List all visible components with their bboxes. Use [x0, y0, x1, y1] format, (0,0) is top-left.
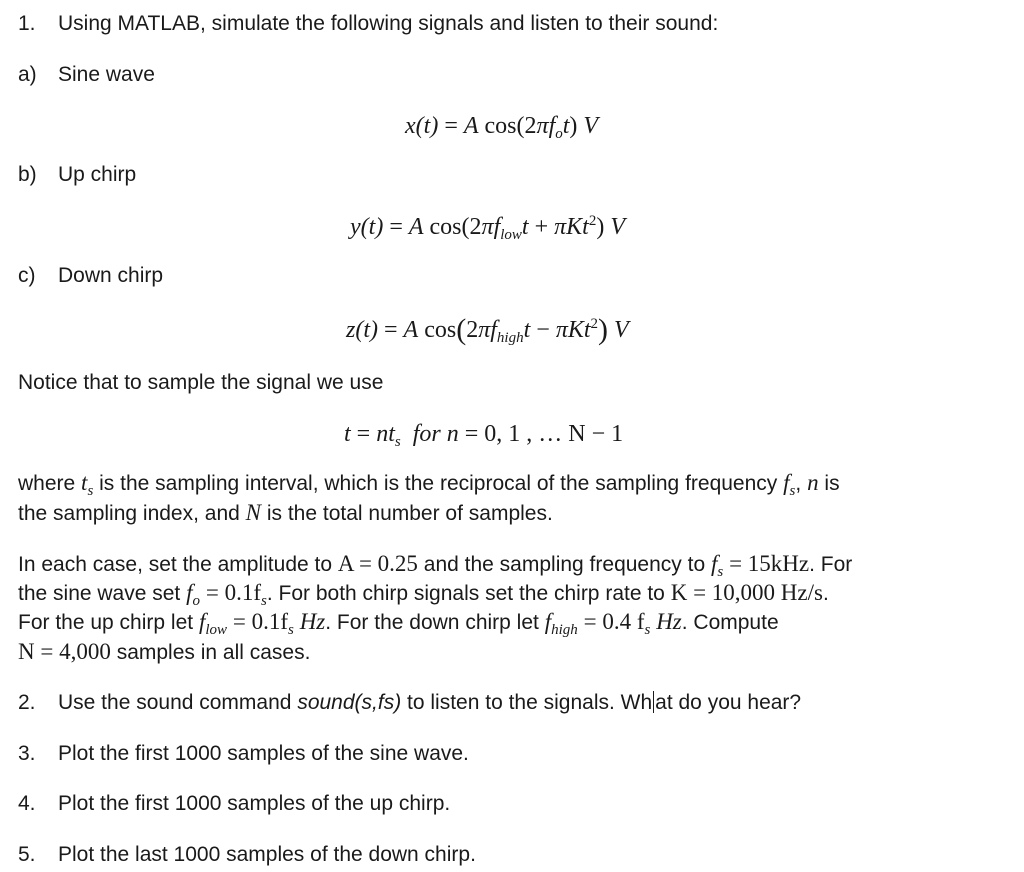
q2-number: 2.	[18, 691, 36, 714]
equation-sine: x(t) = A $\cos(2\pi f_ot)$ V	[405, 113, 599, 142]
item-c-text: Down chirp	[58, 264, 164, 287]
where-line-2: the sampling index, and N is the total number of samples.	[18, 500, 553, 525]
q5-number: 5.	[18, 843, 36, 866]
equation-sampling: $t = nt_s$ for n = 0, 1 , … N − 1	[344, 421, 624, 450]
where-line-1: where $t_s$ is the sampling interval, which is the reciprocal of the sampling frequency $f_s$, n is	[18, 470, 840, 499]
item-c-label: c)	[18, 264, 36, 287]
params-line-2: the sine wave set $f_o = 0.1f_s$. For both chirp signals set the chirp rate to K = 10,000 Hz/s.	[18, 580, 829, 609]
item-a-text: Sine wave	[58, 63, 155, 86]
params-line-3: For the up chirp let $f_{low} = 0.1f_s$ Hz. For the down chirp let $f_{high} = 0.4$ $f_s$ Hz. Compute	[18, 609, 779, 638]
params-line-4: N = 4,000 samples in all cases.	[18, 639, 311, 664]
item-b-text: Up chirp	[58, 163, 137, 186]
equation-down-chirp: z(t) = A $\cos(2\pi f_{high}t - \pi Kt^2)$ V	[346, 313, 629, 346]
q3-number: 3.	[18, 742, 36, 765]
q4-text: Plot the first 1000 samples of the up chirp.	[58, 792, 451, 815]
q5-text: Plot the last 1000 samples of the down chirp.	[58, 843, 476, 866]
q4-number: 4.	[18, 792, 36, 815]
q2-text: Use the sound command sound(s,fs) to listen to the signals. Wh at do you hear?	[58, 691, 802, 714]
equation-up-chirp: y(t) = A $\cos(2\pi f_{low}t + \pi Kt^2)$ V	[350, 213, 626, 243]
item-b-label: b)	[18, 163, 37, 186]
item-a-label: a)	[18, 63, 37, 86]
q1-text: Using MATLAB, simulate the following signals and listen to their sound:	[58, 12, 719, 35]
q3-text: Plot the first 1000 samples of the sine wave.	[58, 742, 469, 765]
notice-text: Notice that to sample the signal we use	[18, 371, 384, 394]
text-cursor	[653, 691, 654, 713]
params-line-1: In each case, set the amplitude to A = 0.25 and the sampling frequency to $f_s = 15kHz$. For	[18, 551, 853, 580]
q1-number: 1.	[18, 12, 36, 35]
